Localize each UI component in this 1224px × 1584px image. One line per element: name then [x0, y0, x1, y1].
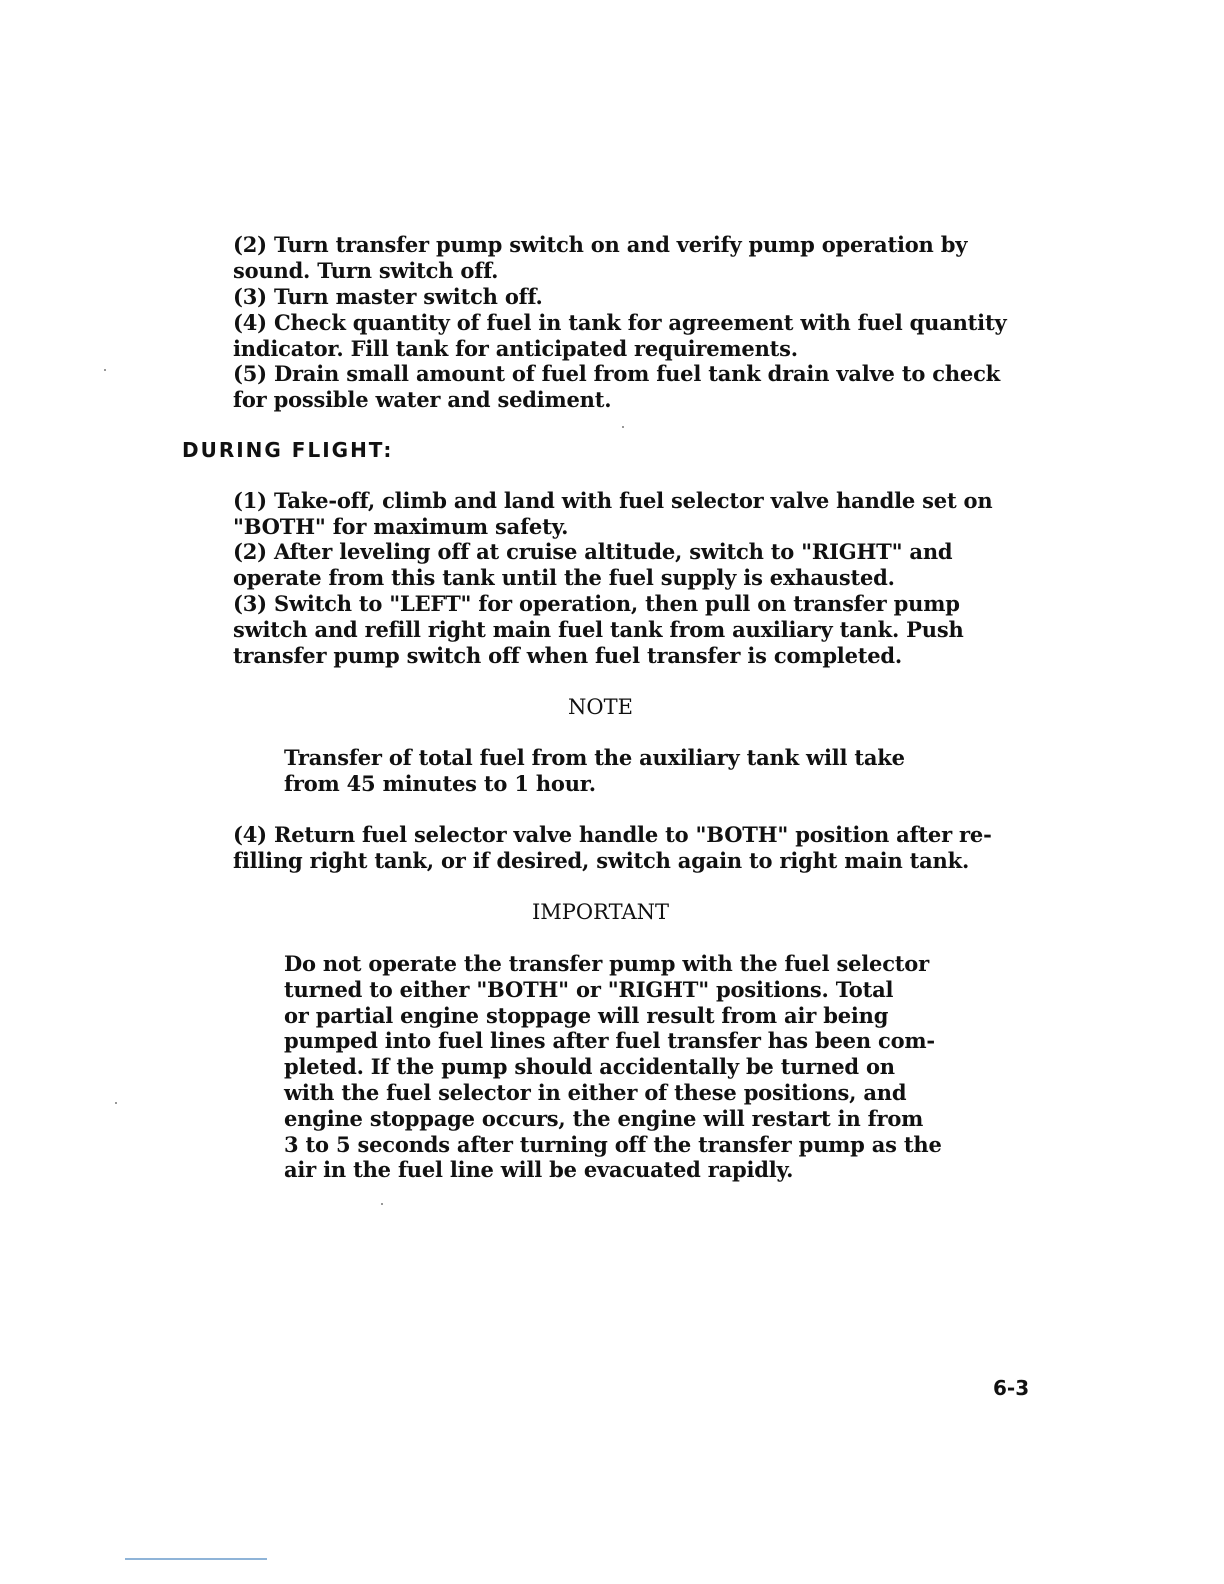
preflight-item-5 [233, 361, 1013, 413]
text-line: (4) Check quantity of fuel in tank for agreement with fuel quantity [233, 310, 1007, 335]
text-line: with the fuel selector in either of these positions, and [284, 1079, 907, 1105]
text-line: filling right tank, or if desired, switch again to right main tank. [233, 847, 970, 873]
preflight-item-3 [233, 284, 1013, 310]
text-line: operate from this tank until the fuel supply is exhausted. [233, 564, 895, 590]
during-flight-item-3 [233, 591, 1013, 668]
note-title: NOTE [568, 695, 633, 719]
text-line: (2) Turn transfer pump switch on and verify pump operation by [233, 232, 968, 257]
note-body [284, 745, 944, 797]
text-line: (3) Switch to "LEFT" for operation, then pull on transfer pump [233, 591, 960, 616]
text-line: pumped into fuel lines after fuel transfer has been com- [284, 1028, 935, 1054]
text-line: pleted. If the pump should accidentally be turned on [284, 1054, 895, 1080]
text-line: air in the fuel line will be evacuated rapidly. [284, 1157, 794, 1183]
important-body [284, 951, 944, 1183]
text-line: (2) After leveling off at cruise altitude, switch to "RIGHT" and [233, 539, 953, 564]
text-line: (5) Drain small amount of fuel from fuel tank drain valve to check [233, 361, 1000, 386]
text-line: Transfer of total fuel from the auxiliary tank will take [284, 745, 905, 770]
preflight-item-4 [233, 310, 1013, 362]
text-line: sound. Turn switch off. [233, 257, 499, 283]
during-flight-item-4 [233, 822, 1013, 874]
page-number: 6-3 [993, 1376, 1030, 1400]
text-line: indicator. Fill tank for anticipated requirements. [233, 335, 798, 361]
text-line: for possible water and sediment. [233, 386, 612, 412]
text-line: Do not operate the transfer pump with the fuel selector [284, 951, 929, 976]
text-line: from 45 minutes to 1 hour. [284, 770, 596, 796]
section-heading-during-flight: DURING FLIGHT: [182, 438, 394, 462]
text-line: engine stoppage occurs, the engine will restart in from [284, 1105, 924, 1131]
text-line: (4) Return fuel selector valve handle to "BOTH" position after re- [233, 822, 992, 847]
during-flight-item-2 [233, 539, 1013, 591]
during-flight-item-1 [233, 488, 1013, 540]
text-line: (1) Take-off, climb and land with fuel selector valve handle set on [233, 488, 993, 513]
text-line: or partial engine stoppage will result from air being [284, 1002, 889, 1028]
scan-speck [622, 426, 624, 428]
text-line: switch and refill right main fuel tank from auxiliary tank. Push [233, 616, 964, 642]
text-line: (3) Turn master switch off. [233, 284, 543, 309]
text-line: "BOTH" for maximum safety. [233, 513, 569, 539]
scan-speck [115, 1102, 117, 1104]
text-line: transfer pump switch off when fuel transfer is completed. [233, 642, 902, 668]
footer-rule [125, 1558, 267, 1560]
preflight-item-2 [233, 232, 1013, 284]
text-line: 3 to 5 seconds after turning off the transfer pump as the [284, 1131, 942, 1157]
text-line: turned to either "BOTH" or "RIGHT" positions. Total [284, 976, 894, 1002]
scan-speck [381, 1203, 383, 1205]
important-title: IMPORTANT [532, 900, 669, 924]
scan-speck [104, 369, 106, 371]
